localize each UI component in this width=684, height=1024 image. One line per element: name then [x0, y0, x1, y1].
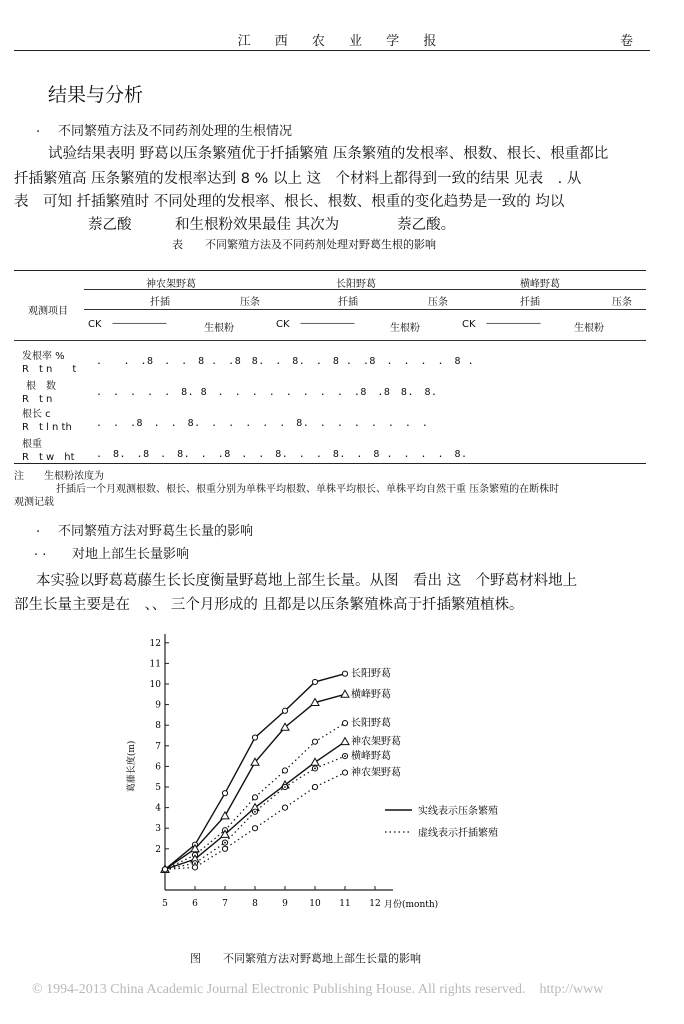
table-row1-values: . . .8 . . 8 . .8 8. . 8. . 8 . .8 . . . . 8 . — [96, 356, 475, 367]
series-line-2 — [165, 694, 345, 869]
x-tick-label: 10 — [309, 899, 321, 909]
table-header-rule — [14, 340, 646, 341]
series-6-point — [222, 846, 227, 851]
series-5-point-dot — [224, 842, 226, 844]
table-row4-label: 根重 — [22, 439, 42, 450]
series-4-point — [311, 758, 319, 765]
legend-solid-label: 实线表示压条繁殖 — [418, 806, 498, 817]
table-note-2: 扦插后一个月观测根数、根长、根重分别为单株平均根数、单株平均根长、单株平均自然干重 压条繁殖的在断株时 — [56, 484, 560, 495]
series-3-point — [282, 768, 287, 773]
series-4-point — [341, 738, 349, 745]
s1-para-line2: 扦插繁殖高 压条繁殖的发根率达到 8 % 以上 这 个材料上都得到一致的结果 见表 . 从 — [14, 171, 582, 187]
series-1-point — [342, 671, 347, 676]
series-6-point — [312, 784, 317, 789]
table-group-1: 神农架野葛 — [146, 279, 196, 290]
series-label-3: 长阳野葛 — [351, 718, 391, 730]
series-2-point — [221, 812, 229, 819]
series-1-point — [282, 708, 287, 713]
s1-heading: 不同繁殖方法及不同药剂处理的生根情况 — [58, 124, 293, 139]
s1-heading-number: . — [36, 121, 41, 136]
table-row2-sub: R t n — [22, 394, 53, 405]
y-tick-label: 10 — [149, 680, 161, 690]
table-note-1: 注 生根粉浓度为 — [14, 471, 104, 482]
table-method-3: 扦插 — [338, 297, 358, 308]
s1-para-line1: 试验结果表明 野葛以压条繁殖优于扦插繁殖 压条繁殖的发根率、根数、根长、根重都比 — [48, 146, 609, 162]
y-tick-label: 3 — [155, 824, 161, 835]
series-1-point — [222, 791, 227, 796]
volume-label: 卷 — [620, 34, 634, 49]
series-3-point — [312, 739, 317, 744]
series-label-6: 神农架野葛 — [351, 767, 401, 779]
growth-chart — [120, 628, 540, 928]
table-row4-sub: R t w ht — [22, 452, 75, 463]
x-tick-label: 9 — [282, 899, 288, 909]
series-5-point-dot — [254, 811, 256, 813]
table-bottom-rule — [14, 463, 646, 464]
table-row2-values: . . . . . 8. 8 . . . . . . . . .8 .8 8. 8. — [96, 387, 438, 398]
table-caption: 表 不同繁殖方法及不同药剂处理对野葛生根的影响 — [172, 238, 436, 251]
table-ck-1: CK — [88, 319, 102, 330]
table-method-rule — [84, 309, 646, 310]
table-method-2: 压条 — [240, 297, 260, 308]
x-tick-label: 11 — [339, 899, 351, 909]
s2-heading: 不同繁殖方法对野葛生长量的影响 — [58, 524, 254, 539]
series-3-point — [342, 721, 347, 726]
table-method-4: 压条 — [428, 297, 448, 308]
s2-sub-number: . . — [34, 544, 47, 559]
table-ck-2: CK — [276, 319, 290, 330]
s2-para-line2: 部生长量主要是在 、、 三个月形成的 且都是以压条繁殖株高于扦插繁殖植株。 — [14, 597, 524, 613]
series-5-point-dot — [194, 862, 196, 864]
table-group-rule — [84, 289, 646, 290]
series-3-point — [252, 795, 257, 800]
series-6-point — [192, 865, 197, 870]
series-label-5: 横峰野葛 — [351, 751, 391, 763]
series-2-point — [341, 690, 349, 697]
x-tick-label: 7 — [222, 899, 228, 909]
table-group-3: 横峰野葛 — [520, 279, 560, 290]
series-label-4: 神农架野葛 — [351, 736, 401, 748]
y-tick-label: 9 — [155, 700, 161, 711]
s2-para-line1: 本实验以野葛葛藤生长长度衡量野葛地上部生长量。从图 看出 这 个野葛材料地上 — [36, 573, 578, 589]
y-tick-label: 7 — [155, 741, 161, 752]
y-axis-label: 葛藤长度(m) — [127, 740, 137, 793]
y-tick-label: 6 — [155, 762, 161, 773]
table-dash-2: —————— — [300, 318, 354, 329]
series-label-2: 横峰野葛 — [351, 689, 391, 701]
series-6-point — [252, 826, 257, 831]
series-5-point-dot — [314, 768, 316, 770]
figure-caption: 图 不同繁殖方法对野葛地上部生长量的影响 — [190, 952, 421, 965]
s1-para-line3: 表 可知 扦插繁殖时 不同处理的发根率、根长、根数、根重的变化趋势是一致的 均以 — [14, 194, 565, 210]
y-tick-label: 8 — [155, 721, 161, 732]
s1-para-line4: 萘乙酸 和生根粉效果最佳 其次为 萘乙酸。 — [88, 217, 456, 233]
table-note-3: 观测记载 — [14, 497, 54, 508]
s2-sub-heading: 对地上部生长量影响 — [72, 547, 190, 562]
table-ck-3: CK — [462, 319, 476, 330]
table-row1-sub: R t n t — [22, 364, 77, 375]
header-rule — [14, 50, 650, 51]
table-top-rule — [14, 270, 646, 271]
table-row-head: 观测项目 — [28, 306, 68, 317]
copyright-notice: © 1994-2013 China Academic Journal Electronic Publishing House. All rights reserved. http://www — [32, 982, 604, 997]
x-axis-label: 月份(month) — [384, 900, 439, 910]
series-label-1: 长阳野葛 — [351, 668, 391, 680]
series-1-point — [312, 679, 317, 684]
legend-dotted-label: 虚线表示扦插繁殖 — [418, 828, 498, 839]
series-6-point — [162, 867, 167, 872]
table-dash-1: —————— — [112, 318, 166, 329]
x-tick-label: 12 — [369, 899, 381, 909]
table-row2-label: 根 数 — [26, 381, 56, 392]
y-tick-label: 4 — [155, 803, 161, 814]
table-row4-values: . 8. .8 . 8. . .8 . . 8. . . 8. . 8 . . . . 8. — [96, 449, 468, 460]
table-treat-3: 生根粉 — [574, 323, 604, 334]
table-treat-1: 生根粉 — [204, 323, 234, 334]
table-method-5: 扦插 — [520, 297, 540, 308]
table-group-2: 长阳野葛 — [336, 279, 376, 290]
table-row3-values: . . .8 . . 8. . . . . . 8. . . . . . . . — [96, 418, 429, 429]
table-row3-sub: R t l n th — [22, 422, 72, 433]
table-method-1: 扦插 — [150, 297, 170, 308]
series-1-point — [252, 735, 257, 740]
table-method-6: 压条 — [612, 297, 632, 308]
table-treat-2: 生根粉 — [390, 323, 420, 334]
section-title: 结果与分析 — [48, 84, 144, 106]
x-tick-label: 6 — [192, 899, 198, 909]
s2-heading-number: . — [36, 521, 41, 536]
y-tick-label: 2 — [155, 844, 161, 855]
x-tick-label: 8 — [252, 899, 258, 909]
x-tick-label: 5 — [162, 899, 168, 909]
table-row3-label: 根长 c — [22, 409, 51, 420]
table-dash-3: —————— — [486, 318, 540, 329]
y-tick-label: 12 — [149, 638, 161, 649]
y-tick-label: 5 — [155, 783, 161, 793]
y-tick-label: 11 — [149, 659, 161, 670]
series-6-point — [282, 805, 287, 810]
journal-title: 江 西 农 业 学 报 — [237, 34, 447, 49]
series-6-point — [342, 770, 347, 775]
table-row1-label: 发根率 % — [22, 351, 65, 362]
series-5-point-dot — [344, 755, 346, 757]
series-5-point-dot — [284, 786, 286, 788]
